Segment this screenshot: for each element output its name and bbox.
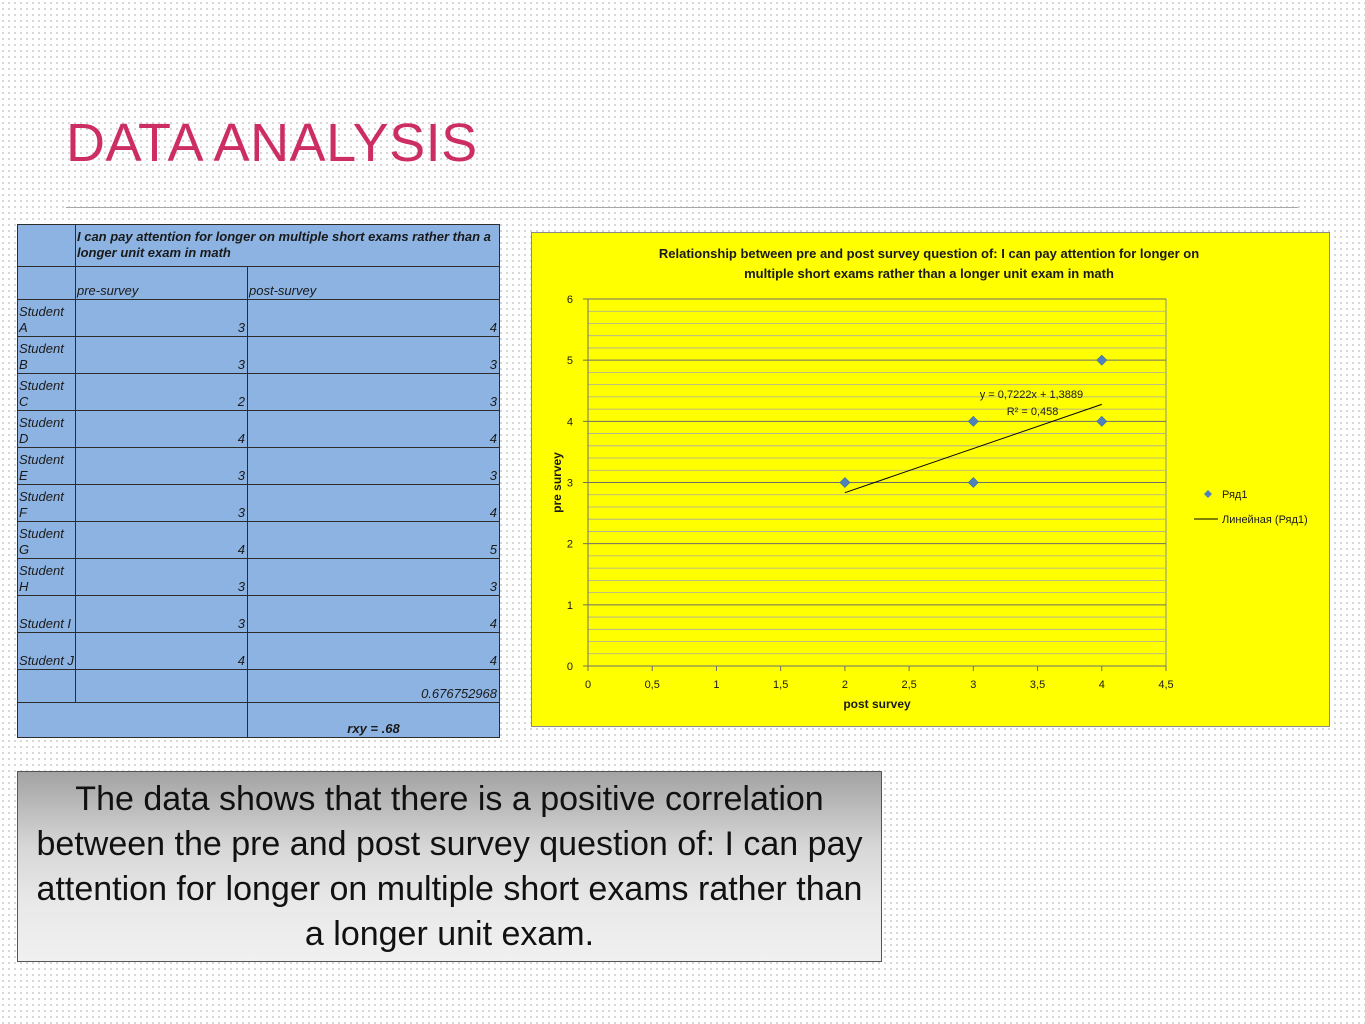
table-row bbox=[18, 596, 500, 633]
student-name-cell: Student F bbox=[18, 485, 76, 522]
x-tick-label: 3,5 bbox=[1029, 679, 1046, 691]
x-tick-label: 0 bbox=[584, 679, 592, 691]
y-axis-title: pre survey bbox=[550, 452, 564, 513]
summary-text: The data shows that there is a positive correlation between the pre and post survey question of: I can pay attention for longer on multiple short exams rather than a longer unit exam. bbox=[36, 779, 863, 953]
chart-title-line: Relationship between pre and post survey question of: I can pay attention for longer on bbox=[658, 246, 1200, 261]
table-header-row bbox=[18, 225, 500, 267]
chart-canvas bbox=[532, 233, 1329, 726]
table-row bbox=[18, 337, 500, 374]
x-tick-label: 0,5 bbox=[644, 679, 660, 691]
post-survey-cell: 4 bbox=[248, 300, 500, 337]
y-tick-label: 4 bbox=[566, 416, 573, 429]
post-survey-cell: 4 bbox=[248, 411, 500, 448]
rxy-row bbox=[18, 703, 500, 738]
chart-title-line: multiple short exams rather than a longer unit exam in math bbox=[744, 266, 1114, 281]
post-survey-cell: 3 bbox=[248, 374, 500, 411]
table-row bbox=[18, 411, 500, 448]
header-blank-cell bbox=[18, 225, 76, 267]
correlation-value-cell: 0.676752968 bbox=[248, 670, 500, 703]
student-name-cell: Student H bbox=[18, 559, 76, 596]
student-name-cell: Student B bbox=[18, 337, 76, 374]
post-survey-cell: 4 bbox=[248, 596, 500, 633]
title-divider bbox=[66, 207, 1298, 208]
x-axis-title: post survey bbox=[843, 697, 911, 711]
student-name-cell: Student C bbox=[18, 374, 76, 411]
column-header-blank-cell bbox=[18, 267, 76, 300]
pre-survey-cell: 3 bbox=[76, 448, 248, 485]
student-name-cell: Student A bbox=[18, 300, 76, 337]
table-row bbox=[18, 559, 500, 596]
post-survey-cell: 4 bbox=[248, 633, 500, 670]
post-survey-cell: 3 bbox=[248, 559, 500, 596]
x-tick-label: 3 bbox=[970, 679, 977, 691]
column-header-row bbox=[18, 267, 500, 300]
correlation-row bbox=[18, 670, 500, 703]
pre-survey-cell: 3 bbox=[76, 337, 248, 374]
x-tick-label: 4,5 bbox=[1158, 679, 1174, 691]
post-survey-cell: 3 bbox=[248, 448, 500, 485]
student-name-cell: Student I bbox=[18, 596, 76, 633]
rxy-label-cell: rxy = .68 bbox=[248, 703, 500, 738]
pre-survey-cell: 3 bbox=[76, 485, 248, 522]
pre-survey-cell: 3 bbox=[76, 596, 248, 633]
table-row bbox=[18, 522, 500, 559]
post-survey-header: post-survey bbox=[248, 267, 500, 300]
pre-survey-cell: 2 bbox=[76, 374, 248, 411]
trendline-equation: y = 0,7222x + 1,3889 bbox=[979, 389, 1084, 402]
survey-data-table bbox=[17, 224, 500, 738]
x-tick-label: 4 bbox=[1098, 679, 1105, 691]
summary-box bbox=[17, 771, 882, 962]
table-row bbox=[18, 300, 500, 337]
slide-title: DATA ANALYSIS bbox=[66, 113, 478, 173]
post-survey-cell: 4 bbox=[248, 485, 500, 522]
pre-survey-cell: 4 bbox=[76, 522, 248, 559]
trendline-r2: R² = 0,458 bbox=[1006, 406, 1059, 419]
rxy-blank-cell bbox=[18, 703, 248, 738]
y-tick-label: 0 bbox=[566, 661, 573, 673]
x-tick-label: 2,5 bbox=[901, 679, 917, 691]
correlation-blank-cell bbox=[18, 670, 76, 703]
table-header-cell: I can pay attention for longer on multiple short exams rather than a longer unit exam in math bbox=[76, 225, 500, 267]
student-name-cell: Student D bbox=[18, 411, 76, 448]
y-tick-label: 3 bbox=[566, 477, 573, 490]
legend-label-trendline: Линейная (Ряд1) bbox=[1222, 514, 1308, 526]
y-tick-label: 5 bbox=[566, 355, 573, 368]
correlation-blank-cell bbox=[76, 670, 248, 703]
y-tick-label: 6 bbox=[566, 294, 573, 306]
post-survey-cell: 5 bbox=[248, 522, 500, 559]
table-row bbox=[18, 374, 500, 411]
pre-survey-cell: 4 bbox=[76, 411, 248, 448]
y-tick-label: 1 bbox=[566, 599, 573, 612]
student-name-cell: Student E bbox=[18, 448, 76, 485]
table-row bbox=[18, 633, 500, 670]
x-tick-label: 2 bbox=[841, 679, 848, 691]
table-row bbox=[18, 448, 500, 485]
student-name-cell: Student J bbox=[18, 633, 76, 670]
x-tick-label: 1 bbox=[713, 679, 720, 691]
pre-survey-cell: 3 bbox=[76, 300, 248, 337]
post-survey-cell: 3 bbox=[248, 337, 500, 374]
legend-marker-series bbox=[1204, 490, 1212, 498]
table-row bbox=[18, 485, 500, 522]
legend-label-series: Ряд1 bbox=[1222, 489, 1248, 501]
student-name-cell: Student G bbox=[18, 522, 76, 559]
pre-survey-cell: 4 bbox=[76, 633, 248, 670]
scatter-chart bbox=[531, 232, 1330, 727]
pre-survey-header: pre-survey bbox=[76, 267, 248, 300]
y-tick-label: 2 bbox=[566, 538, 573, 551]
pre-survey-cell: 3 bbox=[76, 559, 248, 596]
x-tick-label: 1,5 bbox=[773, 679, 789, 691]
